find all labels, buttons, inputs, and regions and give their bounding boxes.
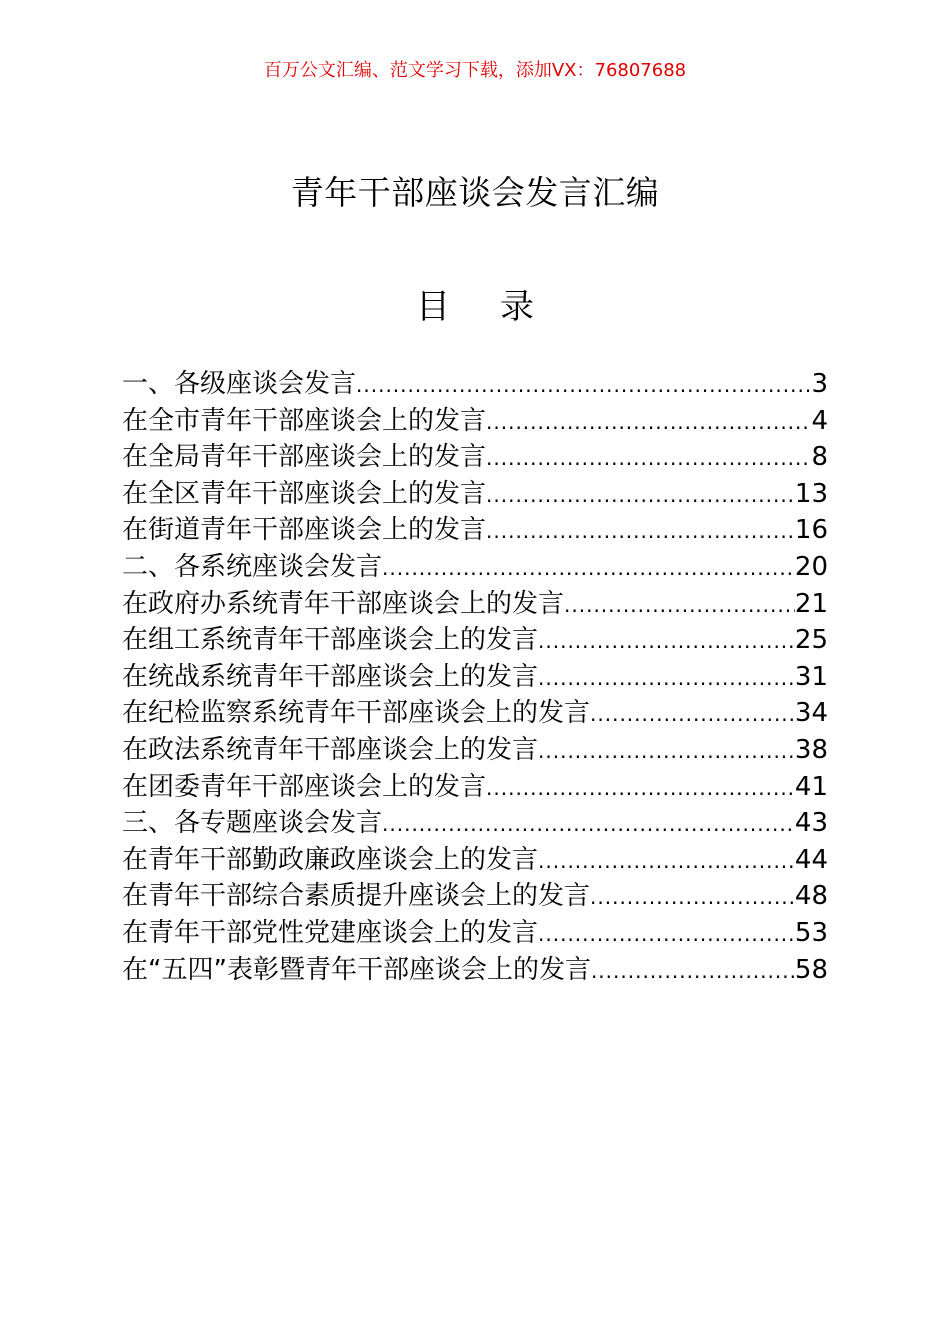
toc-entry-label: 在团委青年干部座谈会上的发言: [122, 771, 487, 802]
toc-entry-page: 38: [794, 734, 828, 765]
header-note: 百万公文汇编、范文学习下载，添加VX：76807688: [263, 60, 687, 81]
toc-dot-leader: [591, 953, 795, 989]
toc-entry-page: 16: [794, 515, 828, 546]
toc-entry-page: 53: [794, 917, 828, 948]
toc-entry-page: 13: [794, 478, 828, 509]
toc-entry-label: 在全局青年干部座谈会上的发言: [122, 442, 487, 473]
toc-entry-label: 在青年干部综合素质提升座谈会上的发言: [122, 881, 591, 912]
toc-entry[interactable]: [122, 769, 828, 806]
toc-dot-leader: [486, 513, 795, 549]
toc-dot-leader: [356, 367, 811, 403]
toc-entry-label: 在政法系统青年干部座谈会上的发言: [122, 734, 539, 765]
toc-entry-label: 在政府办系统青年干部座谈会上的发言: [122, 588, 565, 619]
toc-entry[interactable]: [122, 549, 828, 586]
toc-dot-leader: [590, 696, 795, 732]
toc-heading-char-2: 录: [500, 287, 534, 327]
toc-entry-page: 25: [794, 625, 828, 656]
toc-heading-char-1: 目: [416, 287, 450, 327]
toc-entry[interactable]: [122, 659, 828, 696]
toc-dot-leader: [486, 404, 811, 440]
toc-dot-leader: [538, 916, 795, 952]
toc-dot-leader: [382, 550, 795, 586]
toc-dot-leader: [538, 623, 795, 659]
toc-entry[interactable]: [122, 915, 828, 952]
toc-entry-page: 58: [794, 954, 828, 985]
toc-entry-page: 3: [811, 369, 828, 399]
toc-dot-leader: [486, 477, 795, 513]
toc-dot-leader: [538, 660, 795, 696]
toc-entry-page: 21: [794, 588, 828, 619]
toc-entry[interactable]: [122, 403, 828, 440]
toc-dot-leader: [564, 587, 795, 623]
toc-entry[interactable]: [122, 842, 828, 879]
toc-entry[interactable]: [122, 732, 828, 769]
toc-entry-label: 一、各级座谈会发言: [122, 369, 357, 399]
toc-entry[interactable]: [122, 586, 828, 623]
toc-dot-leader: [590, 879, 795, 915]
document-title: 青年干部座谈会发言汇编: [290, 173, 660, 212]
toc-entry[interactable]: [122, 805, 828, 842]
toc-entry-label: 二、各系统座谈会发言: [122, 551, 383, 582]
toc-entry-label: 三、各专题座谈会发言: [122, 808, 383, 839]
toc-entry[interactable]: [122, 512, 828, 549]
toc-entry-page: 8: [811, 442, 828, 473]
toc-dot-leader: [538, 733, 795, 769]
toc-entry-label: 在青年干部党性党建座谈会上的发言: [122, 917, 539, 948]
toc-entry-page: 31: [794, 661, 828, 692]
toc-entry-page: 44: [794, 844, 828, 875]
toc-entry-page: 20: [794, 551, 828, 582]
toc-dot-leader: [382, 806, 795, 842]
toc-dot-leader: [538, 843, 795, 879]
toc-dot-leader: [486, 440, 811, 476]
toc-entry-label: 在“五四”表彰暨青年干部座谈会上的发言: [122, 954, 591, 985]
toc-entry-label: 在全区青年干部座谈会上的发言: [122, 478, 487, 509]
toc-entry[interactable]: [122, 878, 828, 915]
toc-entry-label: 在组工系统青年干部座谈会上的发言: [122, 625, 539, 656]
toc-entry-label: 在统战系统青年干部座谈会上的发言: [122, 661, 539, 692]
toc-entry-page: 48: [794, 881, 828, 912]
toc-entry-label: 在纪检监察系统青年干部座谈会上的发言: [122, 698, 591, 729]
toc-entry[interactable]: [122, 622, 828, 659]
toc-entry-page: 4: [811, 405, 828, 436]
toc-entry[interactable]: [122, 366, 828, 403]
toc-entry[interactable]: [122, 439, 828, 476]
toc-entry-label: 在全市青年干部座谈会上的发言: [122, 405, 487, 436]
table-of-contents: [122, 366, 828, 988]
toc-heading: [0, 282, 950, 332]
toc-entry[interactable]: [122, 476, 828, 513]
toc-entry-label: 在街道青年干部座谈会上的发言: [122, 515, 487, 546]
toc-entry[interactable]: [122, 695, 828, 732]
toc-entry-page: 41: [794, 771, 828, 802]
toc-entry-page: 43: [794, 808, 828, 839]
toc-entry-page: 34: [794, 698, 828, 729]
toc-entry-label: 在青年干部勤政廉政座谈会上的发言: [122, 844, 539, 875]
toc-entry[interactable]: [122, 952, 828, 989]
toc-dot-leader: [486, 770, 795, 806]
